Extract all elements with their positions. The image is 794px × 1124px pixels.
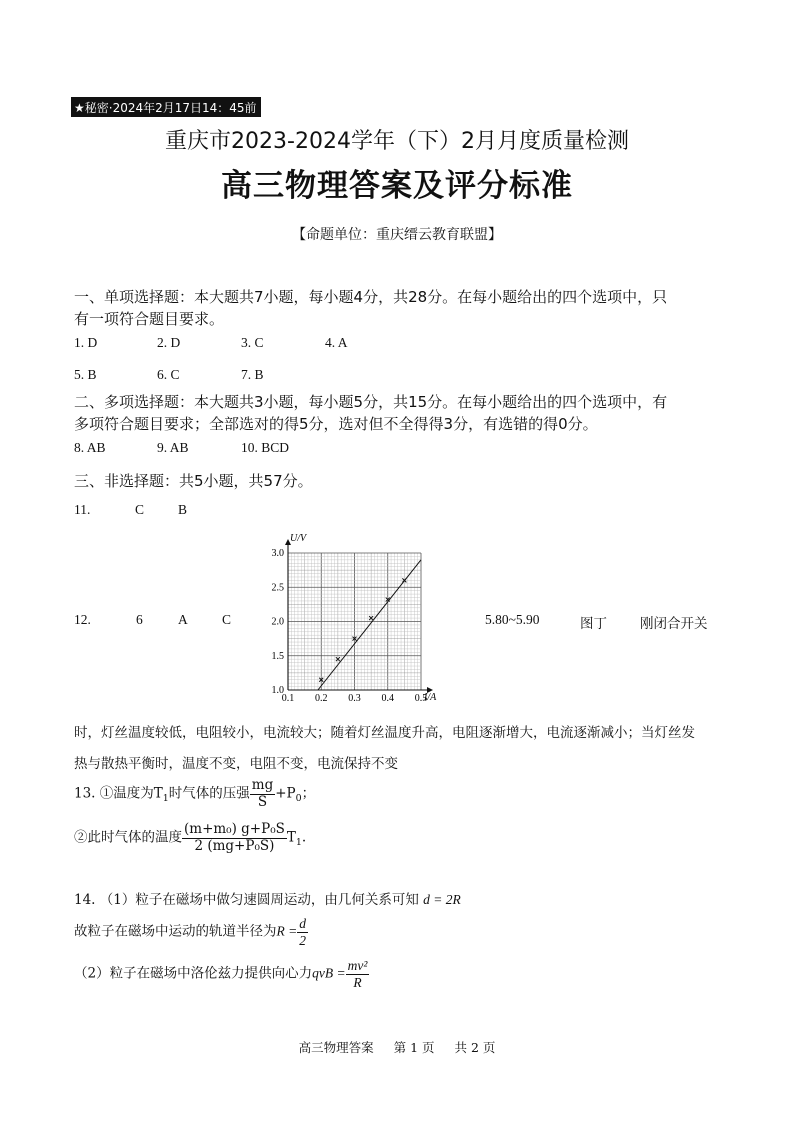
q12-answer-2: A	[178, 612, 188, 627]
answer-2: 2. D	[157, 335, 181, 350]
answer-9: 9. AB	[157, 440, 189, 455]
section2-line1: 二、多项选择题：本大题共3小题，每小题5分，共15分。在每小题给出的四个选项中，有	[74, 393, 668, 411]
x-tick-label: 0.5	[414, 693, 428, 704]
q14-line1-text: 14. （1）粒子在磁场中做匀速圆周运动，由几何关系可知	[74, 892, 419, 908]
q13-frac2-num: (m+m₀) g+P₀S	[184, 821, 285, 837]
x-tick-label: 0.1	[281, 693, 295, 704]
q13-line2	[74, 822, 306, 854]
section2-line2: 多项符合题目要求；全部选对的得5分，选对但不全得得3分，有选错的得0分。	[74, 415, 598, 433]
q14-eq3-num: mv²	[347, 958, 368, 973]
q12-explanation-line3: 热与散热平衡时，温度不变，电阻不变，电流保持不变	[74, 756, 398, 772]
y-tick-label: 2.0	[271, 616, 284, 628]
y-tick-label: 1.5	[271, 650, 284, 662]
answer-1: 1. D	[74, 335, 98, 350]
q14-eq3-lhs: qvB =	[312, 965, 346, 981]
q13-line1-end: ；	[301, 785, 316, 802]
q13-frac1-den: S	[257, 793, 268, 810]
q13-frac2-den: 2 (mg+P₀S)	[194, 837, 275, 854]
q14-eq3-den: R	[353, 974, 362, 990]
q12-answer-1: 6	[136, 612, 143, 627]
footer-doc-name: 高三物理答案	[298, 1040, 374, 1055]
q13-line2-tail: T	[286, 829, 296, 846]
q12-number: 12.	[74, 612, 91, 627]
footer-page-total: 共 2 页	[454, 1040, 496, 1055]
q13-line2-prefix: ②此时气体的温度	[74, 829, 182, 846]
q14-eq2-fraction	[297, 916, 308, 948]
q12-answer-4: 5.80~5.90	[485, 612, 540, 627]
q11-answer-2: B	[178, 502, 188, 517]
ui-graph-chart	[255, 530, 455, 708]
page-title: 高三物理答案及评分标准	[221, 168, 573, 204]
q14-line3	[74, 958, 369, 990]
q14-line1	[74, 888, 461, 908]
q12-answer-3: C	[222, 612, 232, 627]
q11-answer-1: C	[135, 502, 145, 517]
q14-eq1: d = 2R	[423, 892, 461, 907]
exam-title: 重庆市2023-2024学年（下）2月月度质量检测	[165, 129, 629, 154]
q14-line3-text: （2）粒子在磁场中洛伦兹力提供向心力	[74, 965, 313, 982]
section1-line2: 有一项符合题目要求。	[74, 310, 225, 328]
q12-answer-5: 图丁	[580, 616, 607, 631]
answer-6: 6. C	[157, 367, 180, 382]
x-tick-label: 0.4	[381, 693, 394, 704]
y-tick-label: 1.0	[271, 685, 284, 696]
q14-eq2-num: d	[299, 916, 306, 931]
q13-frac1-num: mg	[251, 777, 274, 793]
q14-eq2-den: 2	[299, 932, 306, 948]
q13-line1	[74, 778, 315, 810]
secret-label: ★秘密·2024年2月17日14：45前	[71, 97, 261, 117]
q13-line1-tail-sub: 0	[295, 793, 302, 805]
section1-line1: 一、单项选择题：本大题共7小题，每小题4分，共28分。在每小题给出的四个选项中，只	[74, 288, 668, 306]
page-footer	[0, 1038, 794, 1056]
answer-7: 7. B	[241, 367, 264, 382]
q14-line2-text: 故粒子在磁场中运动的轨道半径为	[74, 923, 277, 940]
q14-line2	[74, 916, 308, 948]
q13-line1-prefix: 13. ①温度为T	[74, 785, 163, 802]
q13-pressure-fraction	[250, 778, 275, 810]
footer-page-number: 第 1 页	[393, 1040, 435, 1055]
x-axis-label: I/A	[424, 692, 437, 703]
answer-4: 4. A	[325, 335, 348, 350]
answer-3: 3. C	[241, 335, 264, 350]
q14-eq3-fraction	[346, 958, 370, 990]
q13-line2-end: .	[301, 829, 307, 846]
y-tick-label: 3.0	[271, 548, 284, 559]
q13-temperature-fraction	[182, 822, 287, 854]
q13-line1-mid: 时气体的压强	[168, 785, 250, 802]
q14-eq2-lhs: R =	[276, 923, 298, 939]
x-tick-label: 0.2	[315, 693, 328, 704]
q12-answer-6: 刚闭合开关	[640, 616, 708, 631]
answer-10: 10. BCD	[241, 440, 290, 455]
issuer-unit: 【命题单位：重庆缙云教育联盟】	[292, 227, 502, 243]
section3-heading: 三、非选择题：共5小题，共57分。	[74, 472, 313, 490]
q13-line2-tail-sub: 1	[295, 837, 302, 849]
answer-8: 8. AB	[74, 440, 106, 455]
y-axis-label: U/V	[290, 533, 307, 544]
y-tick-label: 2.5	[271, 582, 284, 594]
q13-line1-sub: 1	[162, 793, 169, 805]
x-tick-label: 0.3	[348, 693, 361, 704]
q13-line1-tail: +P	[275, 785, 296, 802]
q12-explanation-line2: 时，灯丝温度较低，电阻较小，电流较大；随着灯丝温度升高，电阻逐渐增大，电流逐渐减小；当灯丝发	[74, 725, 695, 741]
answer-5: 5. B	[74, 367, 97, 382]
q11-number: 11.	[74, 502, 91, 517]
